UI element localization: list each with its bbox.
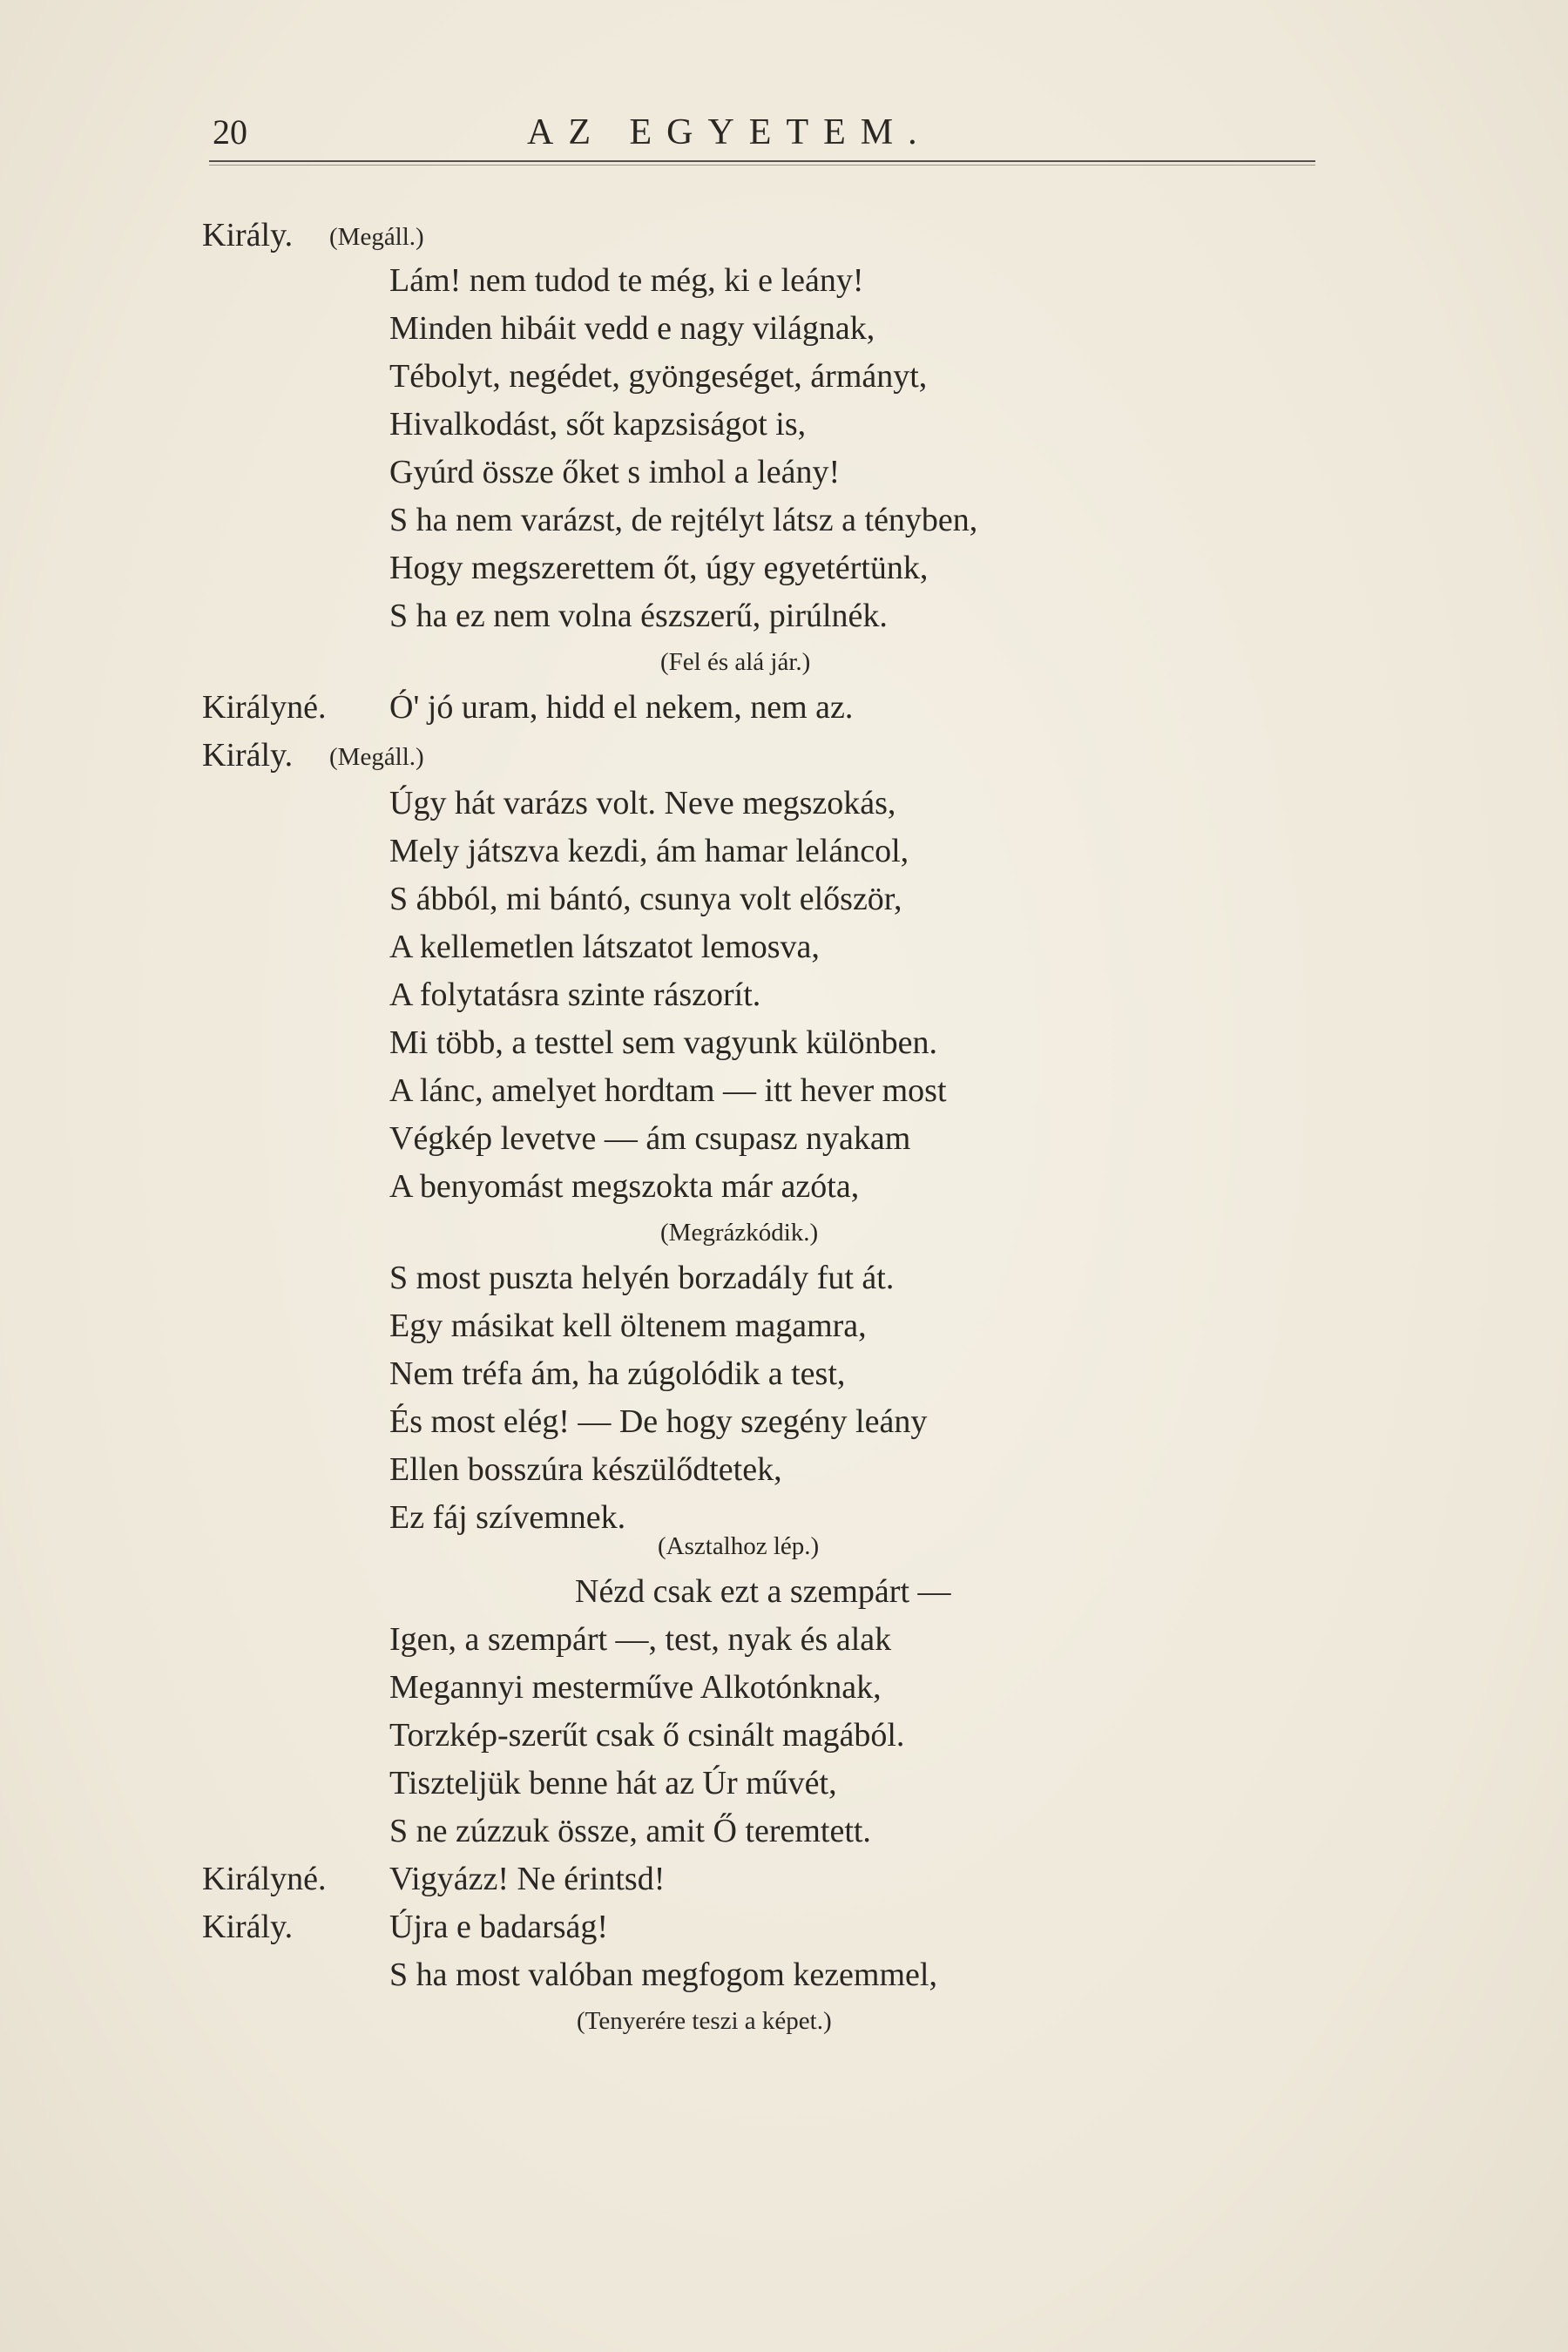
verse-line: Minden hibáit vedd e nagy világnak, [389, 310, 875, 347]
verse-line: Újra e badarság! [389, 1909, 609, 1945]
speaker-label: Királyné. [202, 1861, 327, 1897]
stage-direction: (Fel és alá jár.) [660, 648, 811, 676]
stage-direction: (Megáll.) [329, 743, 424, 771]
verse-line: Végkép levetve — ám csupasz nyakam [389, 1120, 911, 1157]
verse-line: Ellen bosszúra készülődtetek, [389, 1451, 782, 1488]
verse-line: A folytatásra szinte rászorít. [389, 977, 761, 1013]
speaker-label: Király. [202, 217, 294, 253]
verse-line: Hogy megszerettem őt, úgy egyetértünk, [389, 550, 929, 586]
speaker-label: Királyné. [202, 689, 327, 726]
verse-line: Hivalkodást, sőt kapzsiságot is, [389, 406, 807, 443]
verse-line: Vigyázz! Ne érintsd! [389, 1861, 666, 1897]
verse-line: Tiszteljük benne hát az Úr művét, [389, 1765, 837, 1801]
stage-direction: (Megáll.) [329, 223, 424, 251]
verse-line: Ó' jó uram, hidd el nekem, nem az. [389, 689, 854, 726]
verse-line: Mi több, a testtel sem vagyunk különben. [389, 1024, 938, 1061]
verse-line: S ha nem varázst, de rejtélyt látsz a tényben, [389, 502, 978, 538]
page-number: 20 [213, 112, 247, 152]
verse-line: Igen, a szempárt —, test, nyak és alak [389, 1621, 892, 1658]
verse-line: S ne zúzzuk össze, amit Ő teremtett. [389, 1813, 871, 1849]
verse-line: És most elég! — De hogy szegény leány [389, 1403, 928, 1440]
verse-line: Nem tréfa ám, ha zúgolódik a test, [389, 1355, 846, 1392]
verse-line: S most puszta helyén borzadály fut át. [389, 1260, 895, 1296]
verse-line: S ha most valóban megfogom kezemmel, [389, 1957, 937, 1993]
header-rule [209, 160, 1315, 166]
speaker-label: Király. [202, 737, 294, 774]
verse-line: Lám! nem tudod te még, ki e leány! [389, 262, 864, 299]
verse-line: S ábból, mi bántó, csunya volt először, [389, 881, 902, 917]
verse-line: A lánc, amelyet hordtam — itt hever most [389, 1072, 947, 1109]
verse-line: S ha ez nem volna észszerű, pirúlnék. [389, 598, 888, 634]
stage-direction: (Tenyerére teszi a képet.) [577, 2007, 832, 2035]
verse-line: Ez fáj szívemnek. [389, 1499, 626, 1536]
stage-direction: (Megrázkódik.) [660, 1219, 819, 1247]
verse-line: Úgy hát varázs volt. Neve megszokás, [389, 785, 896, 821]
verse-line: Megannyi mesterműve Alkotónknak, [389, 1669, 882, 1706]
verse-line: A kellemetlen látszatot lemosva, [389, 929, 820, 965]
stage-direction: (Asztalhoz lép.) [658, 1532, 820, 1560]
verse-line: Torzkép-szerűt csak ő csinált magából. [389, 1717, 905, 1754]
verse-line: Nézd csak ezt a szempárt — [575, 1573, 951, 1610]
verse-line: A benyomást megszokta már azóta, [389, 1168, 860, 1205]
verse-line: Tébolyt, negédet, gyöngeséget, ármányt, [389, 358, 928, 395]
page-header [209, 112, 1315, 164]
verse-line: Mely játszva kezdi, ám hamar leláncol, [389, 833, 909, 869]
verse-line: Egy másikat kell öltenem magamra, [389, 1308, 867, 1344]
speaker-label: Király. [202, 1909, 294, 1945]
running-title: AZ EGYETEM. [527, 112, 932, 152]
verse-line: Gyúrd össze őket s imhol a leány! [389, 454, 841, 490]
